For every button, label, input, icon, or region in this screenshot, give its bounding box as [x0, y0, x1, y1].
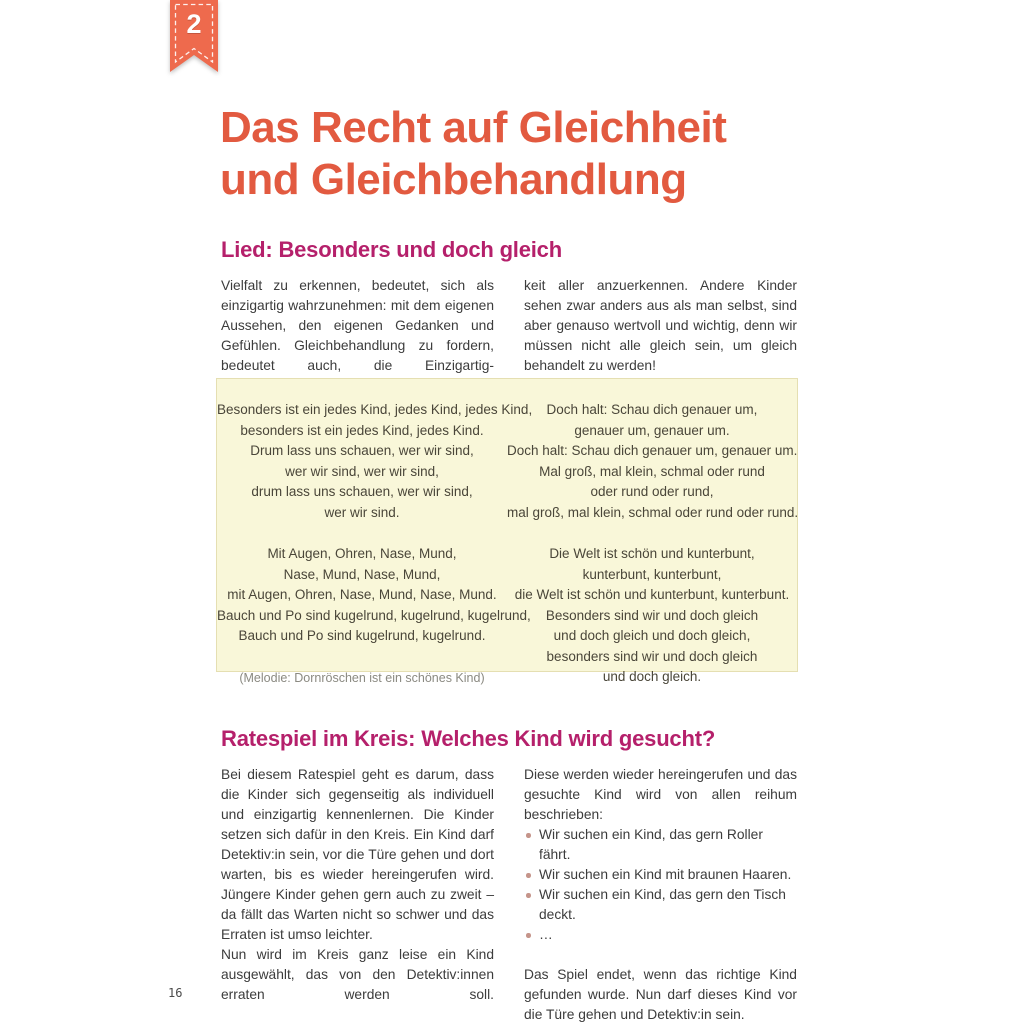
page-title: [220, 102, 840, 206]
melody-note: (Melodie: Dornröschen ist ein schönes Kind): [239, 670, 485, 685]
song-line: Bauch und Po sind kugelrund, kugelrund.: [238, 628, 486, 643]
song-lyrics-column-right: [507, 400, 799, 684]
song-intro-columns: [221, 276, 798, 376]
song-line: Die Welt ist schön und kunterbunt,: [549, 546, 755, 561]
song-line: wer wir sind, wer wir sind,: [285, 463, 439, 479]
game-intro: Diese werden wieder hereingerufen und das gesuchte Kind wird von allen reihum beschrieben:: [524, 767, 797, 822]
song-line: Doch halt: Schau dich genauer um,: [546, 402, 758, 417]
song-line: drum lass uns schauen, wer wir sind,: [251, 484, 473, 499]
song-stanza: [507, 544, 797, 688]
song-line: Mal groß, mal klein, schmal oder rund: [539, 463, 765, 479]
bullet-item: Wir suchen ein Kind mit braunen Haaren.: [524, 865, 797, 885]
game-paragraph-1: Bei diesem Ratespiel geht es darum, dass die Kinder sich gegenseitig als individuell und einzigartig kennenlernen. Die Kinder setzen sich dafür in den Kreis. Ein Kind darf Detektiv:in sein, vor die Türe gehen und dort warten, bis es wieder hereingerufen wird. Jüngere Kinder gehen gern auch zu zweit – da fällt das Warten nicht so schwer und das Erraten ist umso leichter.: [221, 767, 494, 942]
song-line: wer wir sind.: [324, 504, 400, 520]
song-line: kunterbunt, kunterbunt,: [582, 566, 722, 582]
section-heading-ratespiel: Ratespiel im Kreis: Welches Kind wird gesucht?: [221, 726, 716, 751]
chapter-number: 2: [186, 9, 202, 39]
song-line: Besonders sind wir und doch gleich: [545, 607, 759, 623]
song-line: mal groß, mal klein, schmal oder rund oder rund.: [507, 504, 799, 520]
song-intro-column-left: Vielfalt zu erkennen, bedeutet, sich als einzigartig wahrzunehmen: mit dem eigenen Aussehen, den eigenen Gedanken und Gefühlen. Gleichbehandlung zu fordern, bedeutet auch, die Einzigartig-: [221, 278, 494, 373]
game-paragraph-2: Nun wird im Kreis ganz leise ein Kind ausgewählt, das von den Detektiv:innen erraten werden soll.: [221, 947, 494, 1002]
song-lyrics-column-left: [217, 400, 533, 685]
song-line: Besonders ist ein jedes Kind, jedes Kind, jedes Kind,: [217, 402, 533, 417]
song-intro-column-right: keit aller anzuerkennen. Andere Kinder sehen zwar anders aus als man selbst, sind aber genauso wertvoll und wichtig, denn wir müssen nicht alle gleich sein, um gleich behandelt zu werden!: [524, 278, 797, 373]
song-line: genauer um, genauer um.: [574, 422, 730, 438]
song-line: Mit Augen, Ohren, Nase, Mund,: [267, 546, 457, 561]
song-line: Nase, Mund, Nase, Mund,: [283, 566, 441, 582]
game-column-left: [221, 765, 494, 1024]
song-line: besonders sind wir und doch gleich: [546, 648, 758, 664]
song-line: oder rund oder rund,: [590, 484, 714, 499]
section-heading-lied: Lied: Besonders und doch gleich: [221, 237, 562, 262]
song-line: und doch gleich und doch gleich,: [553, 628, 751, 643]
song-stanza: [217, 544, 531, 647]
chapter-ribbon: [170, 0, 218, 74]
song-stanza: [217, 400, 533, 523]
song-line: die Welt ist schön und kunterbunt, kunterbunt.: [514, 587, 790, 602]
page-title-line-1: Das Recht auf Gleichheit: [220, 103, 727, 152]
song-stanza: [507, 400, 797, 523]
game-columns: [221, 765, 798, 1024]
song-line: Doch halt: Schau dich genauer um, genauer um.: [507, 443, 798, 458]
game-outro: Das Spiel endet, wenn das richtige Kind gefunden wurde. Nun darf dieses Kind vor die Türe gehen und Detektiv:in sein.: [524, 967, 797, 1022]
song-lyrics-box: [216, 378, 799, 685]
song-line: mit Augen, Ohren, Nase, Mund, Nase, Mund.: [227, 587, 497, 602]
page-number: 16: [168, 986, 183, 1000]
search-criteria-list: [524, 825, 797, 945]
song-line: Drum lass uns schauen, wer wir sind,: [250, 443, 474, 458]
bullet-item: …: [524, 925, 797, 945]
song-line: und doch gleich.: [602, 669, 702, 684]
song-line: besonders ist ein jedes Kind, jedes Kind.: [240, 422, 484, 438]
game-column-right: [524, 765, 797, 1024]
page-title-line-2: und Gleichbehandlung: [220, 155, 687, 204]
song-line: Bauch und Po sind kugelrund, kugelrund, kugelrund,: [217, 607, 531, 623]
bullet-item: Wir suchen ein Kind, das gern den Tisch deckt.: [524, 885, 797, 925]
bullet-item: Wir suchen ein Kind, das gern Roller fährt.: [524, 825, 797, 865]
